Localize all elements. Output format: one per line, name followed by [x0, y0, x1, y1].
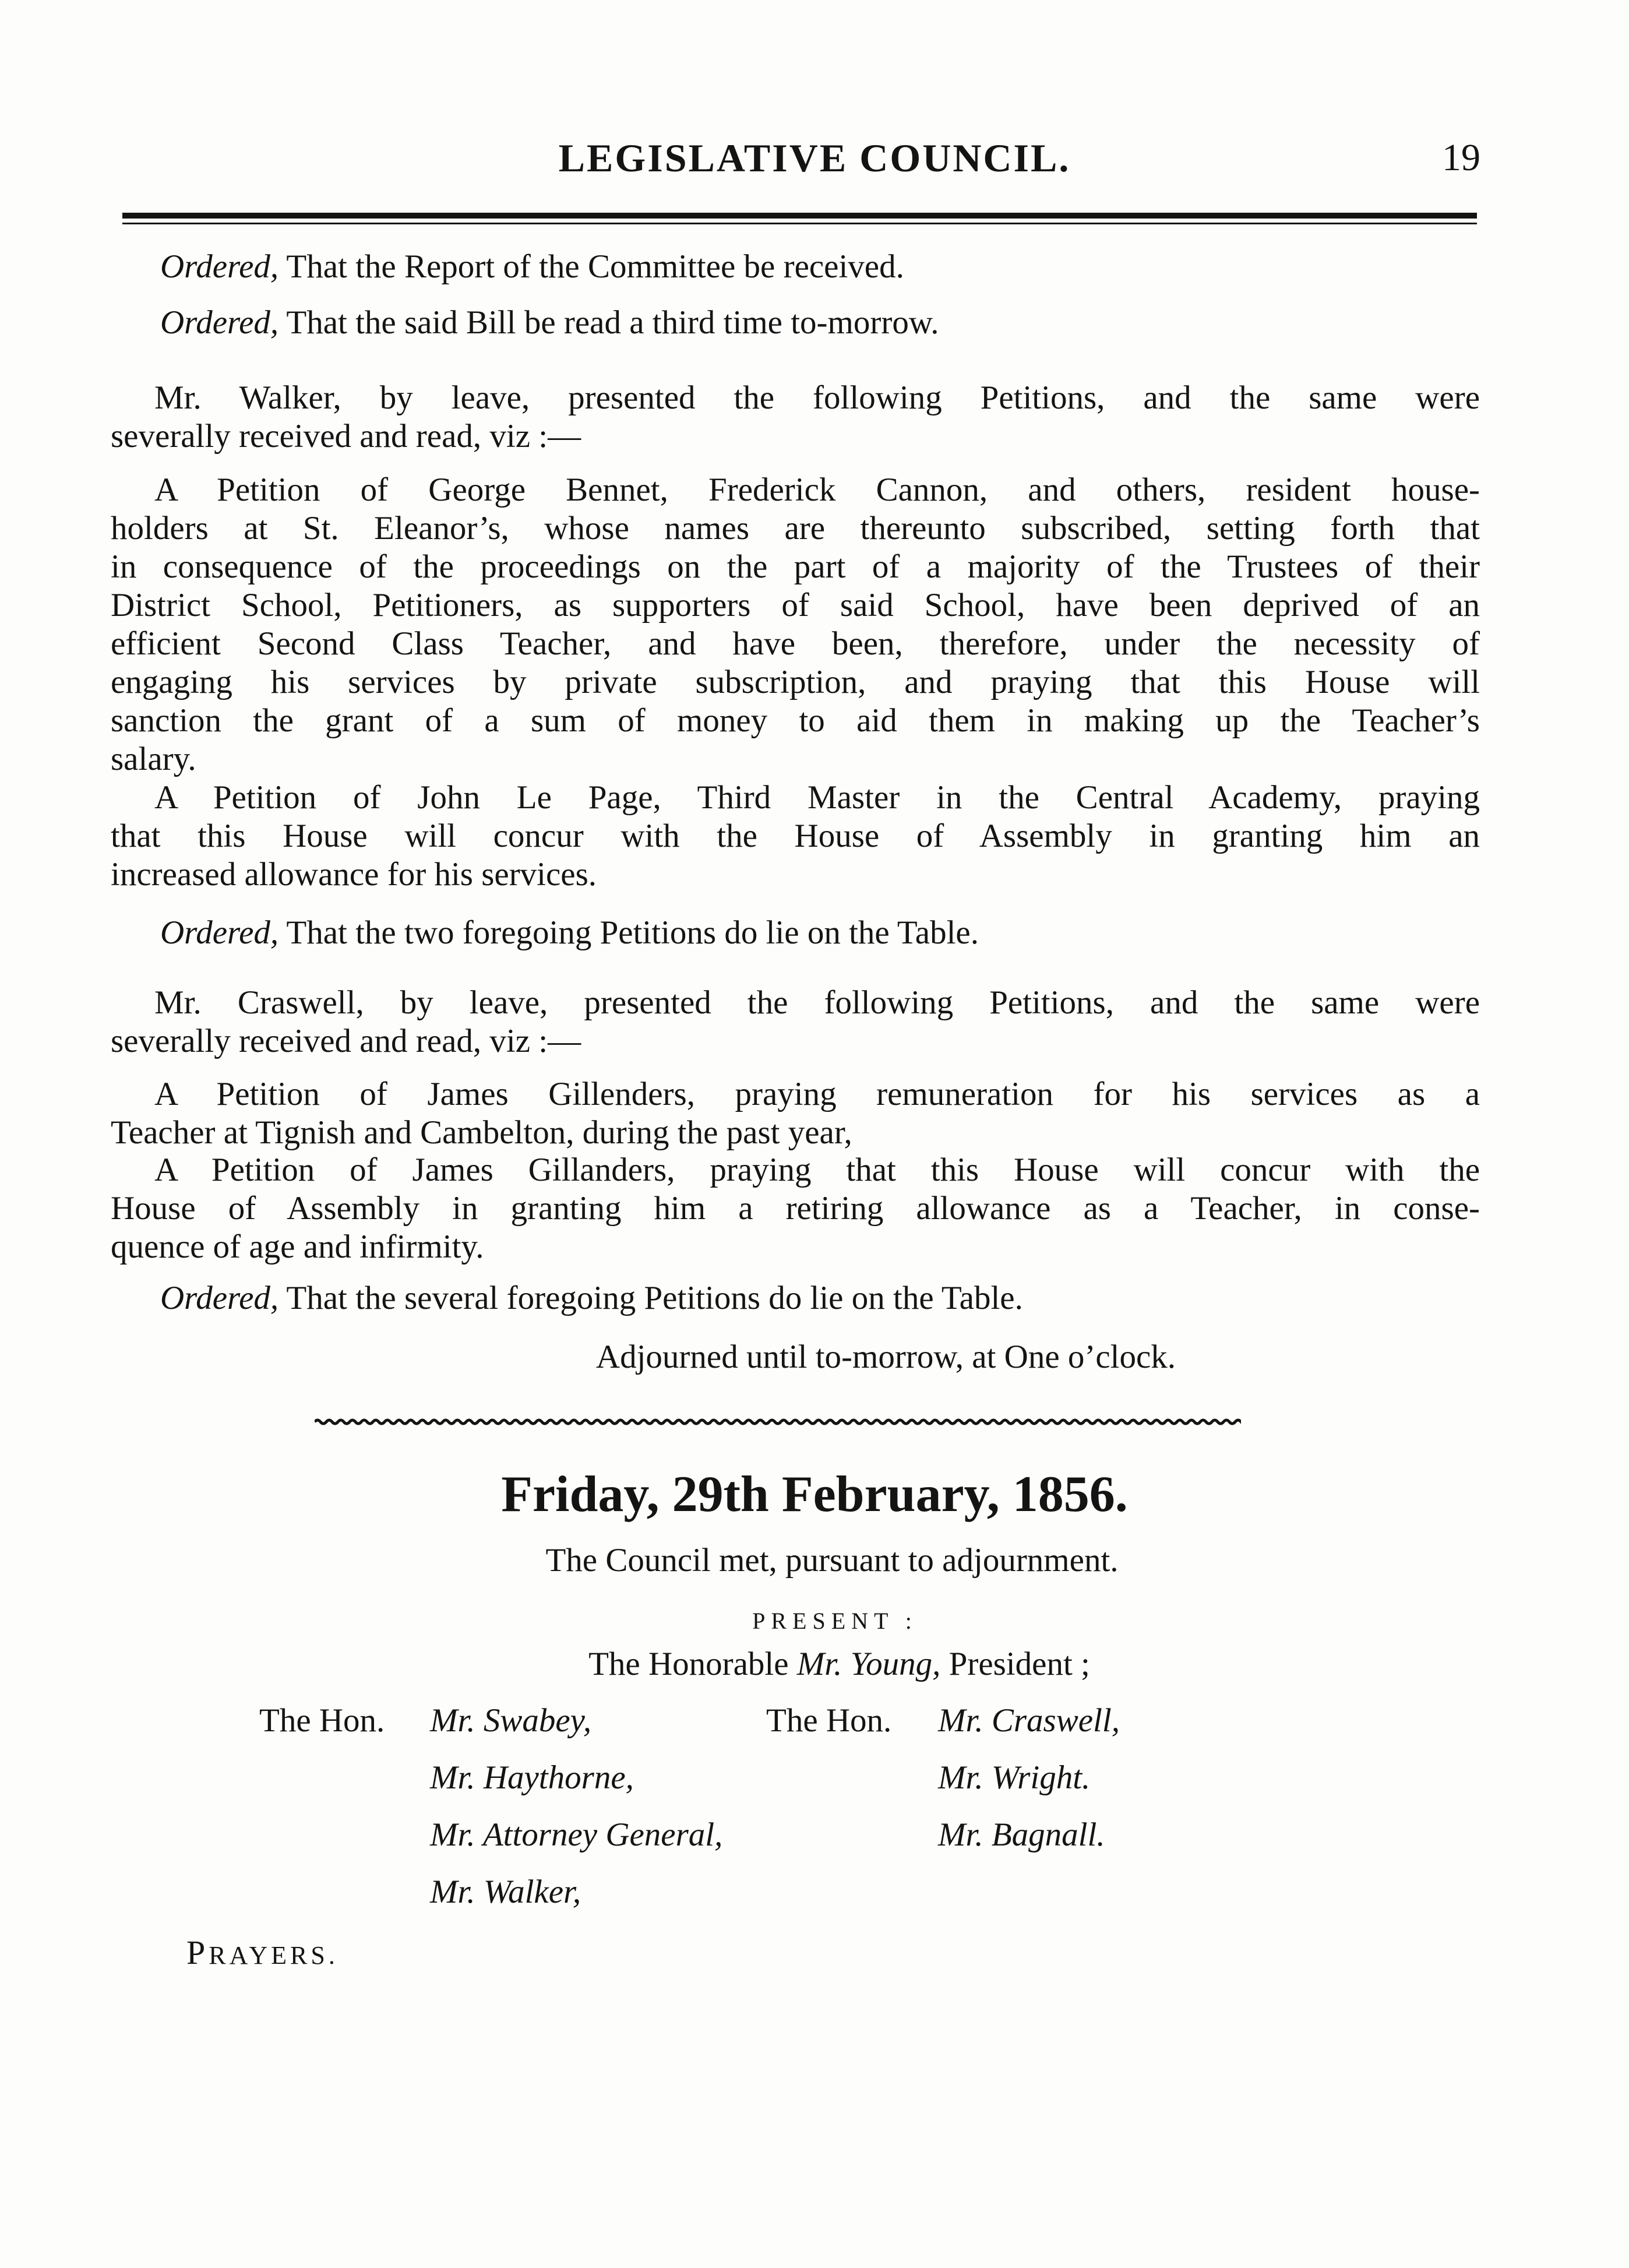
header-rule-thick — [122, 213, 1477, 219]
paragraph-line: A Petition of James Gillanders, praying that this House will concur with the — [154, 1151, 1480, 1188]
paragraph-line: quence of age and infirmity. — [111, 1228, 484, 1265]
page-header-title: LEGISLATIVE COUNCIL. — [558, 136, 1071, 180]
prayers-heading: PRAYERS. — [186, 1934, 339, 1971]
members-right-prefix: The Hon. — [766, 1702, 892, 1739]
paragraph-line: Mr. Craswell, by leave, presented the following Petitions, and the same were — [154, 984, 1480, 1021]
member-name: Mr. Swabey, — [430, 1702, 592, 1739]
order-two-petitions — [111, 914, 1480, 952]
member-name: Mr. Wright. — [938, 1759, 1091, 1796]
paragraph-line: holders at St. Eleanor’s, whose names are thereunto subscribed, setting forth that — [111, 510, 1480, 547]
paragraph-line: in consequence of the proceedings on the part of a majority of the Trustees of their — [111, 548, 1480, 585]
council-met-line: The Council met, pursuant to adjournment. — [545, 1542, 1119, 1579]
present-label: PRESENT : — [752, 1608, 918, 1634]
paragraph-line: increased allowance for his services. — [111, 856, 597, 893]
paragraph-line: House of Assembly in granting him a retiring allowance as a Teacher, in conse- — [111, 1190, 1480, 1227]
petition-gillenders — [111, 1075, 1480, 1152]
paragraph-line: A Petition of James Gillenders, praying remuneration for his services as a — [154, 1076, 1480, 1112]
ordered-word: Ordered, — [160, 304, 279, 341]
header-rule-thin — [122, 223, 1477, 224]
date-heading: Friday, 29th February, 1856. — [501, 1466, 1128, 1523]
paragraph-line: A Petition of George Bennet, Frederick Cannon, and others, resident house- — [154, 471, 1480, 508]
president-line — [0, 1645, 1629, 1684]
paragraph-line: efficient Second Class Teacher, and have been, therefore, under the necessity of — [111, 625, 1480, 662]
walker-petitions-intro — [111, 379, 1480, 456]
order-report-received — [111, 248, 1480, 286]
paragraph-line: Mr. Walker, by leave, presented the following Petitions, and the same were — [154, 379, 1480, 416]
paragraph-line: salary. — [111, 741, 196, 777]
ordered-word: Ordered, — [160, 248, 279, 285]
petition-lepage — [111, 779, 1480, 894]
paragraph-line: severally received and read, viz :— — [111, 1023, 581, 1059]
order-text: That the two foregoing Petitions do lie on the Table. — [286, 914, 979, 951]
page-number: 19 — [1442, 136, 1480, 179]
members-left-prefix: The Hon. — [259, 1702, 385, 1739]
paragraph-line: District School, Petitioners, as supporters of said School, have been deprived of an — [111, 587, 1480, 624]
member-name: Mr. Walker, — [430, 1873, 581, 1910]
president-prefix: The Honorable — [588, 1646, 789, 1682]
paragraph-line: severally received and read, viz :— — [111, 418, 581, 455]
wavy-divider — [315, 1413, 1241, 1431]
petition-gillanders — [111, 1151, 1480, 1266]
order-text: That the several foregoing Petitions do lie on the Table. — [286, 1280, 1023, 1316]
paragraph-line: that this House will concur with the House of Assembly in granting him an — [111, 818, 1480, 854]
order-text: That the said Bill be read a third time to-morrow. — [286, 304, 939, 341]
paragraph-line: sanction the grant of a sum of money to aid them in making up the Teacher’s — [111, 702, 1480, 739]
ordered-word: Ordered, — [160, 1280, 279, 1316]
order-text: That the Report of the Committee be received. — [286, 248, 904, 285]
paragraph-line: engaging his services by private subscription, and praying that this House will — [111, 664, 1480, 700]
ordered-word: Ordered, — [160, 914, 279, 951]
member-name: Mr. Bagnall. — [938, 1816, 1105, 1853]
adjournment-line: Adjourned until to-morrow, at One o’clock. — [595, 1339, 1176, 1375]
paragraph-line: A Petition of John Le Page, Third Master in the Central Academy, praying — [154, 779, 1480, 816]
order-several-petitions — [111, 1279, 1480, 1318]
president-name: Mr. Young, — [796, 1646, 941, 1682]
member-name: Mr. Attorney General, — [430, 1816, 723, 1853]
petition-bennet — [111, 471, 1480, 779]
paragraph-line: Teacher at Tignish and Cambelton, during the past year, — [111, 1114, 852, 1151]
craswell-petitions-intro — [111, 984, 1480, 1061]
member-name: Mr. Haythorne, — [430, 1759, 634, 1796]
president-title: President ; — [949, 1646, 1090, 1682]
order-third-reading — [111, 304, 1480, 342]
member-name: Mr. Craswell, — [938, 1702, 1120, 1739]
